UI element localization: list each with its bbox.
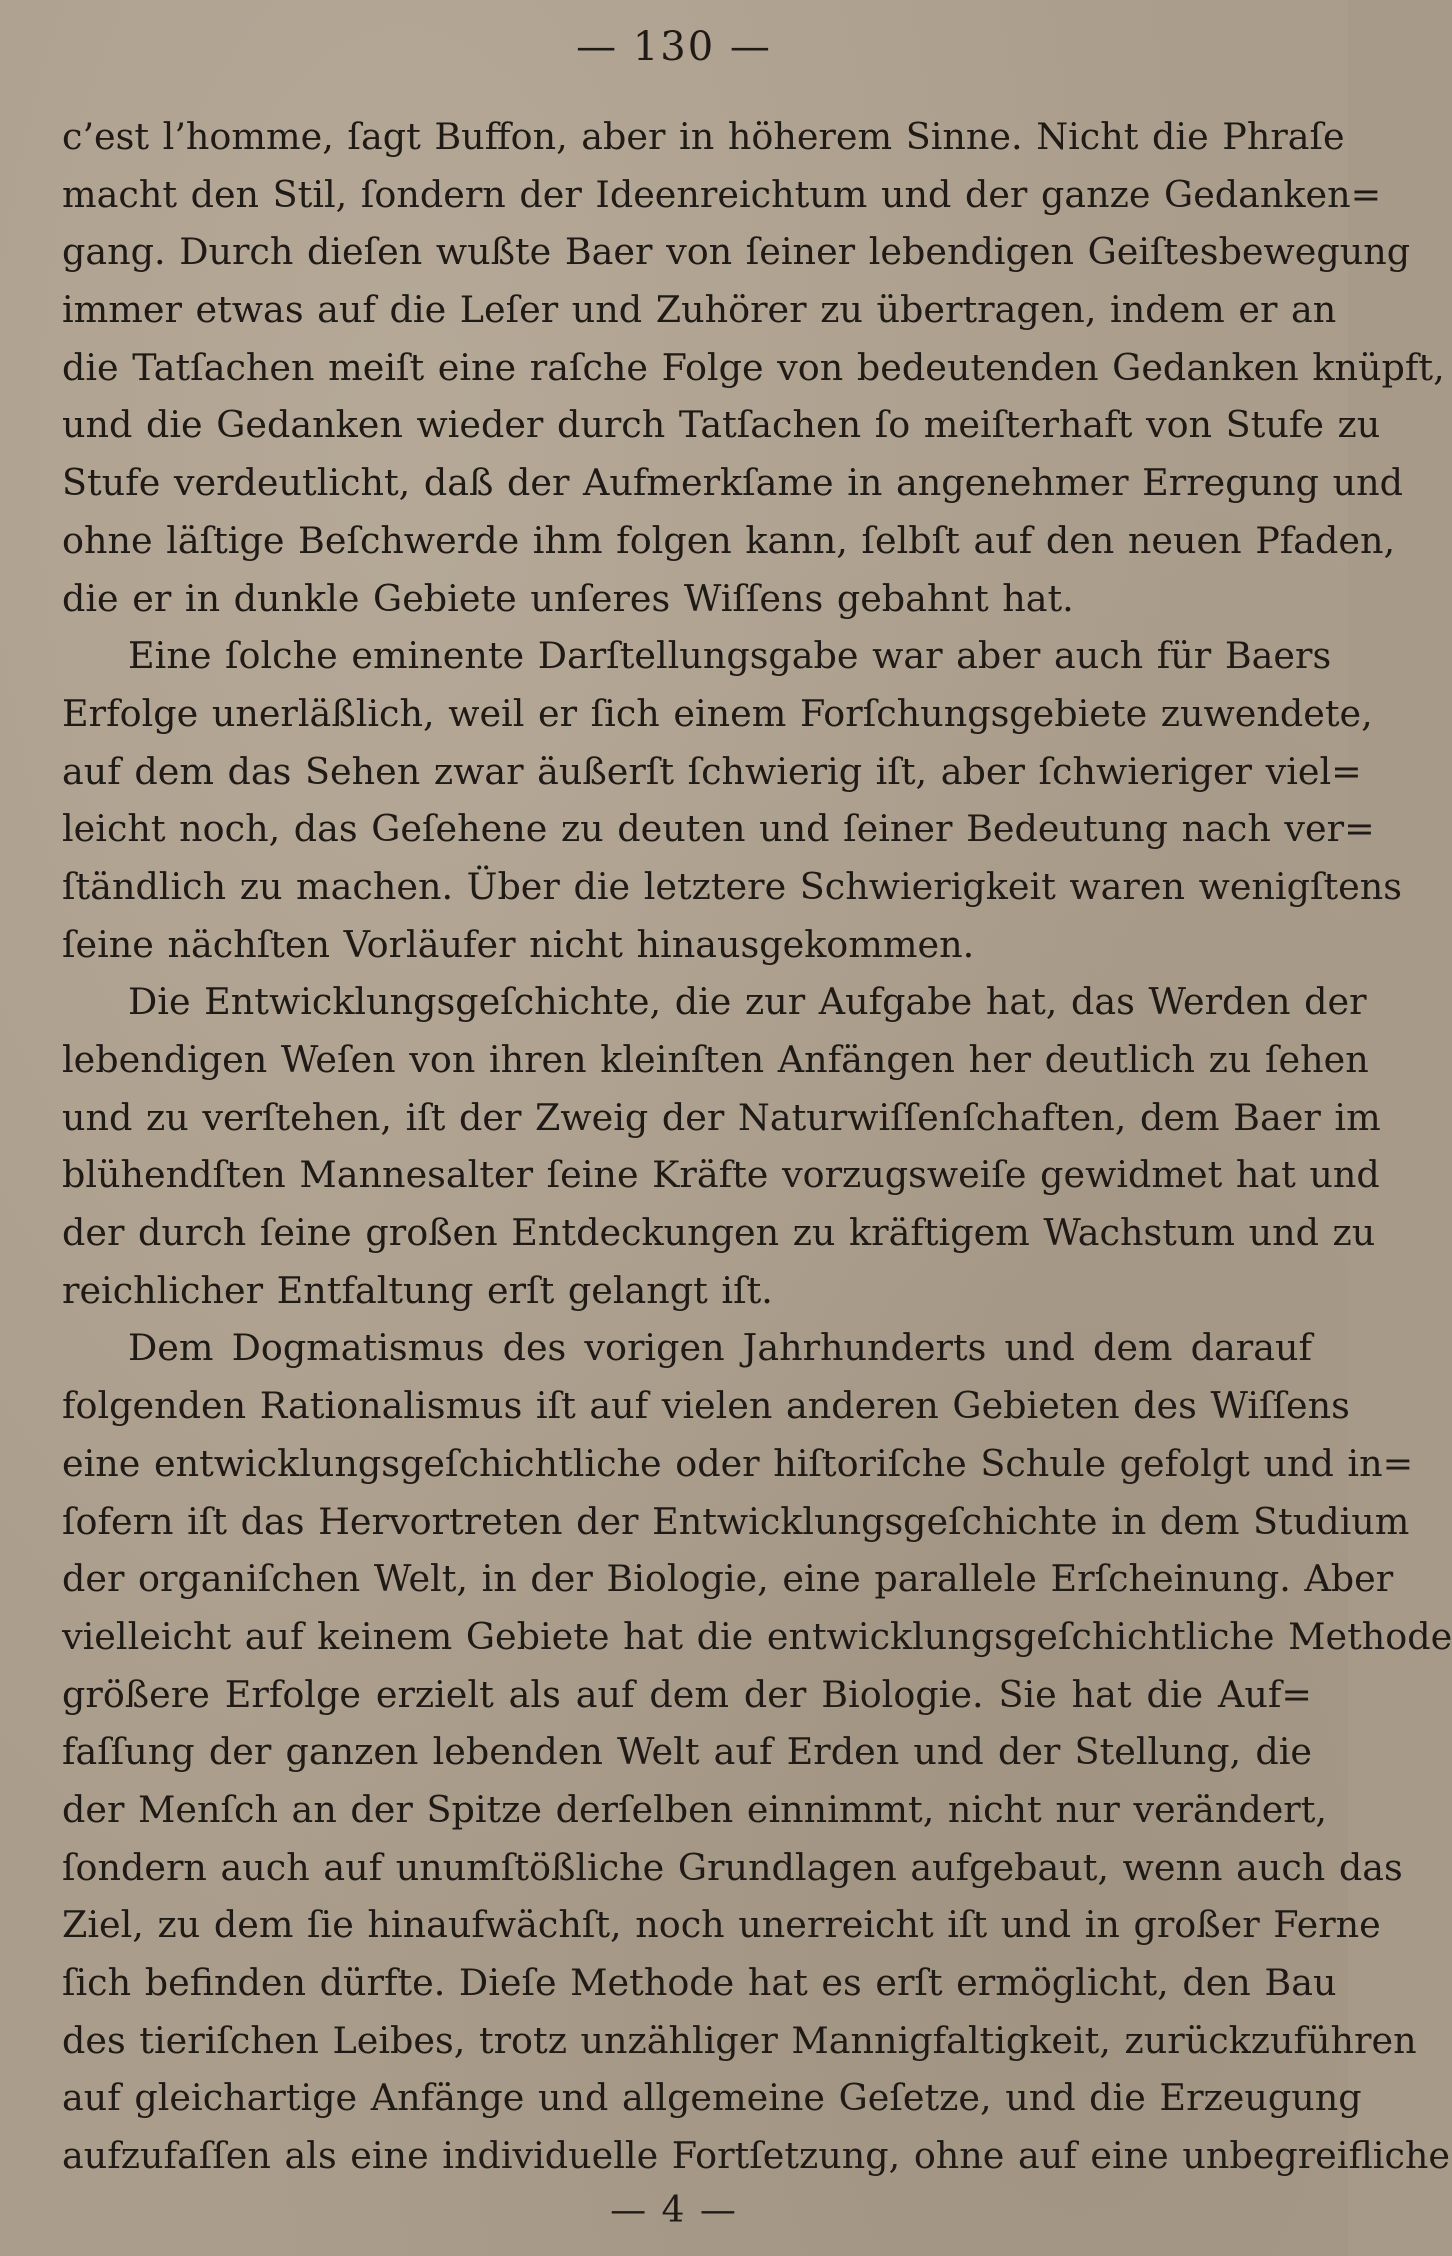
paragraph-start-line: Die Entwicklungsgeſchichte, die zur Aufgabe hat, das Werden der [128,980,1367,1024]
text-line: reichlicher Entfaltung erſt gelangt iſt. [62,1268,773,1312]
text-line: des tieriſchen Leibes, trotz unzähliger Mannigfaltigkeit, zurückzuführen [62,2018,1417,2062]
text-line: c’est l’homme, ſagt Buffon, aber in höherem Sinne. Nicht die Phraſe [62,115,1345,158]
text-line: leicht noch, das Geſehene zu deuten und ſeiner Bedeutung nach ver= [62,807,1375,851]
text-line: gang. Durch dieſen wußte Baer von ſeiner lebendigen Geiſtesbewegung [62,230,1411,274]
signature-mark: — 4 — [610,2190,738,2231]
text-line: ſofern iſt das Hervortreten der Entwicklungsgeſchichte in dem Studium [62,1499,1410,1543]
text-line: macht den Stil, ſondern der Ideenreichtum und der ganze Gedanken= [62,172,1382,216]
text-line: ſich befinden dürfte. Dieſe Methode hat es erſt ermöglicht, den Bau [62,1961,1337,2004]
text-line: faſſung der ganzen lebenden Welt auf Erden und der Stellung, die [62,1730,1312,1774]
text-line: folgenden Rationalismus iſt auf vielen anderen Gebieten des Wiſſens [62,1384,1350,1428]
text-line: und die Gedanken wieder durch Tatſachen ſo meiſterhaft von Stufe zu [62,403,1381,447]
text-line: aufzufaſſen als eine individuelle Fortſetzung, ohne auf eine unbegreifliche [62,2134,1451,2178]
text-line: ſondern auch auf unumſtößliche Grundlagen aufgebaut, wenn auch das [62,1845,1403,1889]
paragraph-start-line: Eine ſolche eminente Darſtellungsgabe war aber auch für Baers [128,634,1332,678]
text-line: größere Erfolge erzielt als auf dem der Biologie. Sie hat die Auf= [62,1672,1312,1716]
page-number: — 130 — [576,24,772,70]
text-line: Stufe verdeutlicht, daß der Aufmerkſame in angenehmer Erregung und [62,461,1403,505]
text-line: und zu verſtehen, iſt der Zweig der Naturwiſſenſchaften, dem Baer im [62,1095,1381,1139]
text-line: vielleicht auf keinem Gebiete hat die entwicklungsgeſchichtliche Methode [62,1614,1452,1658]
text-line: blühendſten Mannesalter ſeine Kräfte vorzugsweiſe gewidmet hat und [62,1153,1380,1197]
text-line: eine entwicklungsgeſchichtliche oder hiſtoriſche Schule gefolgt und in= [62,1441,1414,1485]
text-line: immer etwas auf die Leſer und Zuhörer zu übertragen, indem er an [62,288,1337,332]
text-line: ohne läſtige Beſchwerde ihm folgen kann, ſelbſt auf den neuen Pfaden, [62,518,1396,562]
text-line: der Menſch an der Spitze derſelben einnimmt, nicht nur verändert, [62,1787,1328,1831]
text-line: Ziel, zu dem ſie hinaufwächſt, noch unerreicht iſt und in großer Ferne [62,1903,1381,1947]
text-line: auf gleichartige Anfänge und allgemeine Geſetze, und die Erzeugung [62,2076,1362,2120]
text-line: die Tatſachen meiſt eine raſche Folge von bedeutenden Gedanken knüpft, [62,345,1445,389]
text-line: Erfolge unerläßlich, weil er ſich einem Forſchungsgebiete zuwendete, [62,691,1373,735]
text-line: ſtändlich zu machen. Über die letztere Schwierigkeit waren wenigſtens [62,864,1402,908]
text-line: ſeine nächſten Vorläufer nicht hinausgekommen. [62,922,975,966]
text-line: auf dem das Sehen zwar äußerſt ſchwierig iſt, aber ſchwieriger viel= [62,749,1362,793]
paragraph-start-line: Dem Dogmatismus des vorigen Jahrhunderts und dem darauf [128,1326,1312,1370]
text-line: der organiſchen Welt, in der Biologie, eine parallele Erſcheinung. Aber [62,1557,1394,1601]
text-line: die er in dunkle Gebiete unſeres Wiſſens gebahnt hat. [62,576,1074,620]
body-text [62,108,1452,2185]
text-line: der durch ſeine großen Entdeckungen zu kräftigem Wachstum und zu [62,1211,1376,1255]
text-line: lebendigen Weſen von ihren kleinſten Anfängen her deutlich zu ſehen [62,1038,1369,1081]
